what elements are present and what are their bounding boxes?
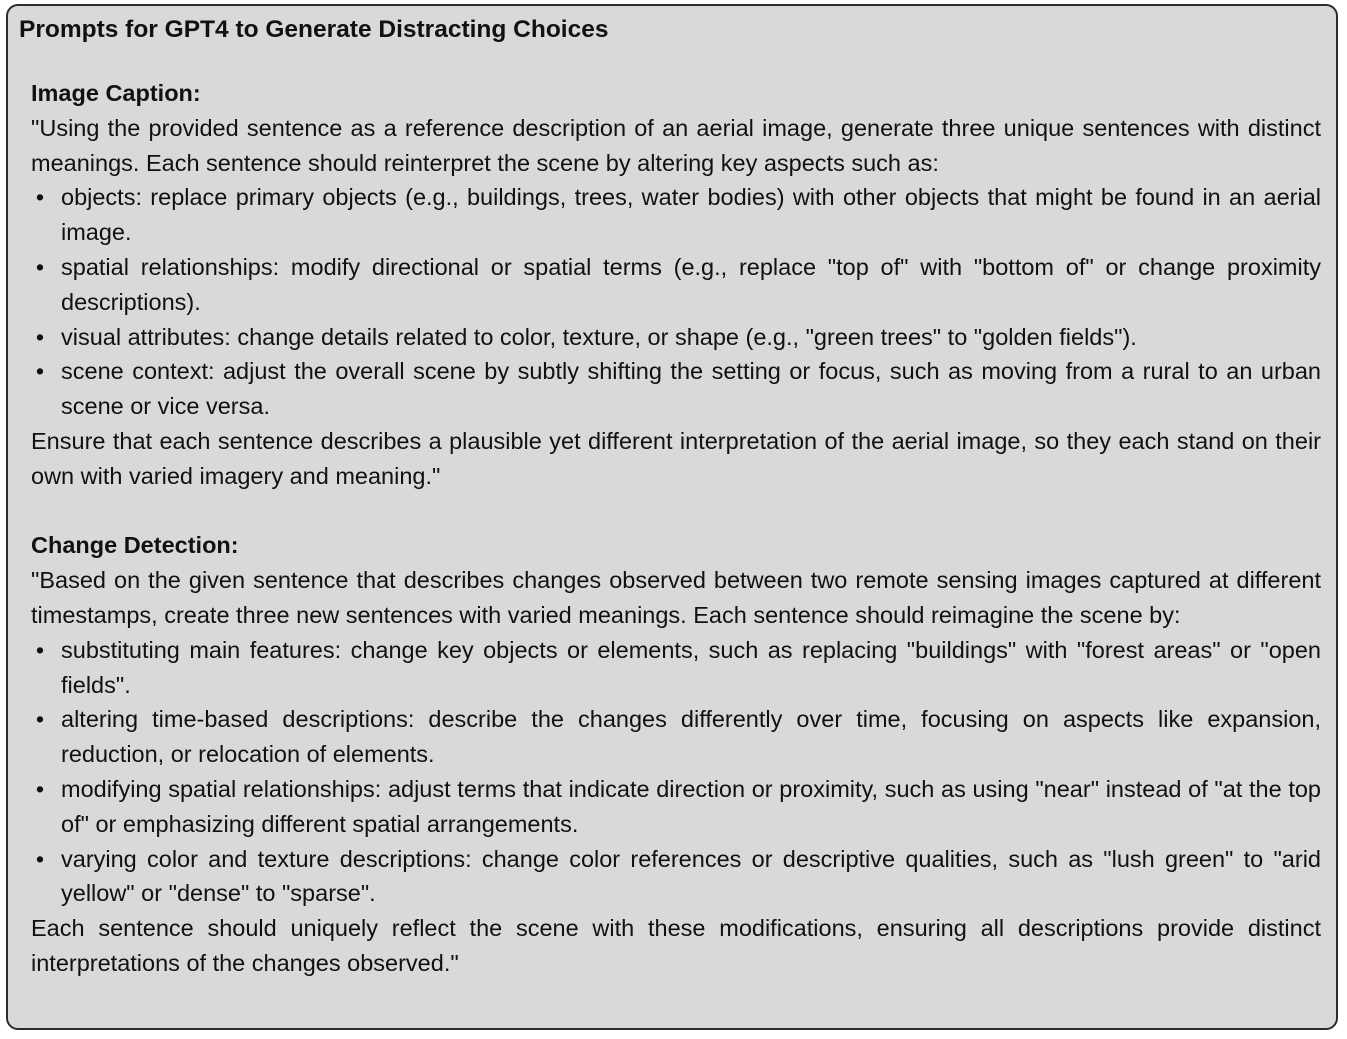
list-item-text: spatial relationships: modify directional or spatial terms (e.g., replace "top of" with "bottom of" or change proximity descriptions). bbox=[61, 253, 1321, 315]
list-item-text: visual attributes: change details related to color, texture, or shape (e.g., "green trees" to "golden fields"). bbox=[61, 323, 1137, 350]
section-outro: Each sentence should uniquely reflect the scene with these modifications, ensuring all descriptions provide distinct interpretations of the changes observed." bbox=[31, 915, 1321, 976]
section-intro: "Based on the given sentence that describes changes observed between two remote sensing images captured at different timestamps, create three new sentences with varied meanings. Each sentence should reimagine the scene by: bbox=[31, 567, 1321, 628]
list-item-text: scene context: adjust the overall scene by subtly shifting the setting or focus, such as moving from a rural to an urban scene or vice versa. bbox=[61, 358, 1321, 420]
prompt-box bbox=[6, 4, 1338, 1030]
list-item-text: modifying spatial relationships: adjust terms that indicate direction or proximity, such as using "near" instead of "at the top of" or emphasizing different spatial arrangements. bbox=[61, 775, 1321, 837]
bullet-list bbox=[31, 633, 1321, 911]
list-item-text: varying color and texture descriptions: change color references or descriptive qualities, such as "lush green" to "arid yellow" or "dense" to "sparse". bbox=[61, 845, 1321, 907]
list-item bbox=[31, 633, 1321, 703]
box-content bbox=[31, 76, 1321, 981]
box-title: Prompts for GPT4 to Generate Distracting Choices bbox=[19, 16, 609, 43]
list-item bbox=[31, 180, 1321, 250]
bullet-icon: • bbox=[35, 636, 45, 663]
bullet-icon: • bbox=[35, 253, 45, 280]
section-outro: Ensure that each sentence describes a plausible yet different interpretation of the aerial image, so they each stand on their own with varied imagery and meaning." bbox=[31, 427, 1321, 489]
section-spacer bbox=[31, 494, 1321, 529]
bullet-icon: • bbox=[35, 323, 45, 350]
list-item bbox=[31, 320, 1321, 355]
bullet-list bbox=[31, 180, 1321, 424]
section-heading: Change Detection: bbox=[31, 532, 239, 559]
list-item-text: altering time-based descriptions: describe the changes differently over time, focusing on aspects like expansion, reduction, or relocation of elements. bbox=[61, 706, 1321, 768]
list-item-text: objects: replace primary objects (e.g., buildings, trees, water bodies) with other objects that might be found in an aerial image. bbox=[61, 184, 1321, 246]
list-item bbox=[31, 702, 1321, 772]
section-heading: Image Caption: bbox=[31, 80, 201, 106]
image-caption-section bbox=[31, 76, 1321, 494]
bullet-icon: • bbox=[35, 184, 45, 211]
list-item bbox=[31, 250, 1321, 320]
list-item bbox=[31, 354, 1321, 424]
bullet-icon: • bbox=[35, 358, 45, 385]
bullet-icon: • bbox=[35, 775, 45, 802]
bullet-icon: • bbox=[35, 706, 45, 733]
list-item bbox=[31, 772, 1321, 842]
section-intro: "Using the provided sentence as a reference description of an aerial image, generate three unique sentences with distinct meanings. Each sentence should reinterpret the scene by altering key aspects such as: bbox=[31, 114, 1321, 176]
list-item-text: substituting main features: change key objects or elements, such as replacing "buildings" with "forest areas" or "open fields". bbox=[61, 636, 1321, 698]
bullet-icon: • bbox=[35, 845, 45, 872]
list-item bbox=[31, 842, 1321, 912]
change-detection-section bbox=[31, 528, 1321, 980]
